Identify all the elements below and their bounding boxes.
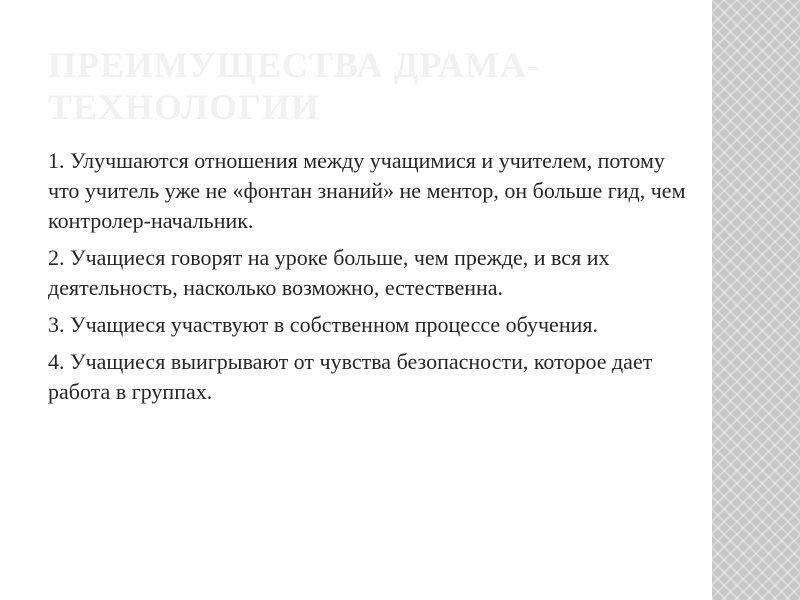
slide-body — [48, 146, 698, 414]
point-4: 4. Учащиеся выигрывают от чувства безопасности, которое дает работа в группах. — [48, 349, 653, 404]
decorative-side-band — [712, 0, 800, 600]
slide-title: ПРЕИМУЩЕСТВА ДРАМА-ТЕХНОЛОГИИ — [48, 45, 540, 127]
point-2: 2. Учащиеся говорят на уроке больше, чем прежде, и вся их деятельность, насколько возможно, естественна. — [48, 245, 610, 300]
point-3: 3. Учащиеся участвуют в собственном процессе обучения. — [48, 312, 598, 337]
point-1: 1. Улучшаются отношения между учащимися и учителем, потому что учитель уже не «фонтан знаний» не ментор, он больше гид, чем контролер-начальник. — [48, 148, 686, 233]
